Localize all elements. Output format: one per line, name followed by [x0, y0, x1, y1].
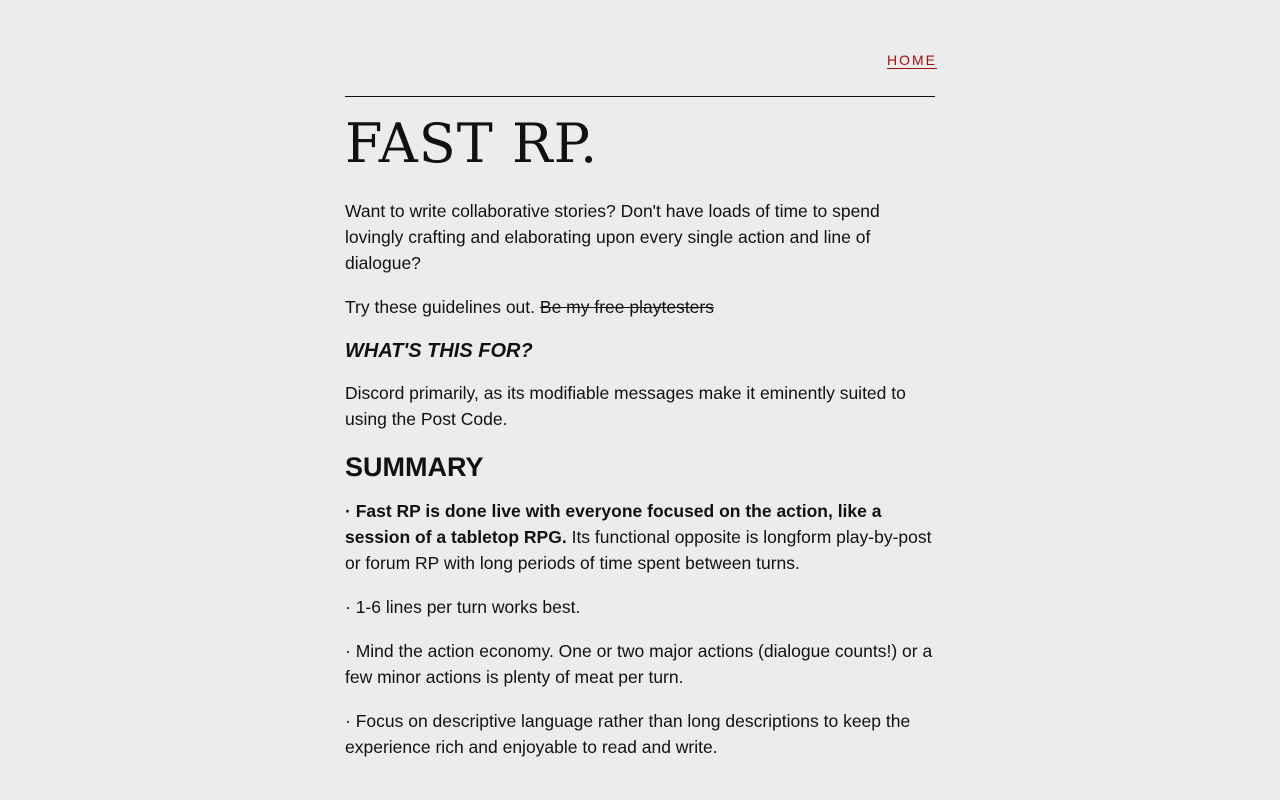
summary-item-text: · Focus on descriptive language rather than long descriptions to keep the experience rich and enjoyable to read and write. — [345, 711, 911, 757]
intro-paragraph: Want to write collaborative stories? Don't have loads of time to spend lovingly crafting and elaborating upon every single action and line of dialogue? — [345, 201, 880, 273]
main-content — [345, 108, 935, 778]
summary-item-text: · Mind the action economy. One or two major actions (dialogue counts!) or a few minor actions is plenty of meat per turn. — [345, 641, 933, 687]
summary-item — [345, 594, 935, 620]
whats-this-for-body: Discord primarily, as its modifiable messages make it eminently suited to using the Post Code. — [345, 383, 906, 429]
page-title: FAST RP. — [345, 112, 599, 175]
summary-item-bold: · Fast RP is done live with everyone focused on the action, like a session of a tabletop RPG. — [345, 501, 882, 547]
whats-this-for-heading: WHAT'S THIS FOR? — [345, 340, 533, 362]
playtesters-strikethrough: Be my free playtesters — [539, 297, 714, 317]
summary-heading: SUMMARY — [345, 452, 484, 482]
summary-item-text: Its functional opposite is longform play-by-post or forum RP with long periods of time spent between turns. — [345, 527, 932, 573]
home-link[interactable]: HOME — [887, 52, 937, 68]
header-divider — [345, 96, 935, 97]
summary-item-text: · 1-6 lines per turn works best. — [345, 597, 581, 617]
intro-guidelines-paragraph — [345, 294, 935, 320]
summary-item — [345, 498, 935, 576]
summary-item — [345, 638, 935, 690]
intro-guidelines-text: Try these guidelines out. — [345, 297, 540, 317]
summary-item — [345, 708, 935, 760]
